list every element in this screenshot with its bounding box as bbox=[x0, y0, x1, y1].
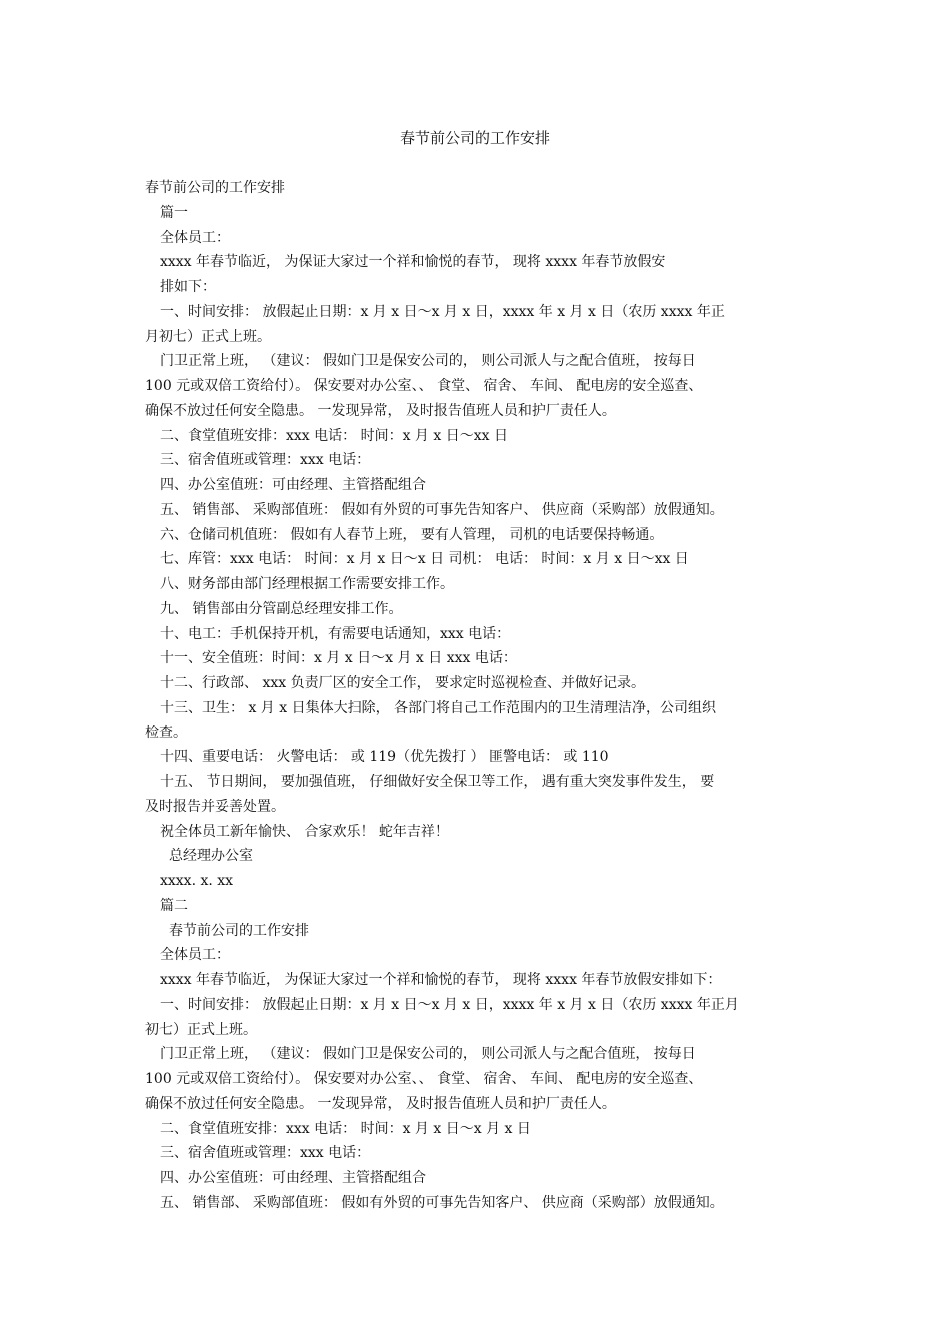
text-line: 确保不放过任何安全隐患。 一发现异常， 及时报告值班人员和护厂责任人。 bbox=[145, 402, 616, 419]
document-body bbox=[145, 176, 817, 1216]
text-line: 初七）正式上班。 bbox=[145, 1021, 257, 1038]
text-line: 七、库管：xxx 电话： 时间：x 月 x 日～x 日 司机： 电话： 时间：x 月 x 日～xx 日 bbox=[160, 551, 689, 568]
text-line: xxxx 年春节临近， 为保证大家过一个祥和愉悦的春节， 现将 xxxx 年春节放假安排如下： bbox=[160, 972, 722, 988]
text-line: 四、办公室值班：可由经理、主管搭配组合 bbox=[160, 1170, 426, 1186]
text-line: xxxx 年春节临近， 为保证大家过一个祥和愉悦的春节， 现将 xxxx 年春节放假安 bbox=[160, 254, 666, 271]
text-line: 春节前公司的工作安排 bbox=[169, 922, 309, 939]
text-line: 篇一 bbox=[160, 204, 188, 221]
text-line: 100 元或双倍工资给付）。 保安要对办公室、、 食堂、 宿舍、 车间、 配电房的安全巡查、 bbox=[145, 1071, 703, 1087]
text-line: 门卫正常上班， （建议： 假如门卫是保安公司的， 则公司派人与之配合值班， 按每日 bbox=[160, 353, 696, 370]
text-line: 十三、卫生： x 月 x 日集体大扫除， 各部门将自己工作范围内的卫生清理洁净，公司组织 bbox=[160, 699, 717, 716]
text-line: 及时报告并妥善处置。 bbox=[145, 798, 285, 815]
text-line: 春节前公司的工作安排 bbox=[145, 180, 285, 196]
text-line: 一、时间安排： 放假起止日期：x 月 x 日～x 月 x 日，xxxx 年 x 月 x 日（农历 xxxx 年正 bbox=[160, 303, 725, 320]
text-line: 全体员工： bbox=[160, 229, 230, 246]
text-line: 六、仓储司机值班： 假如有人春节上班， 要有人管理， 司机的电话要保持畅通。 bbox=[160, 526, 664, 543]
text-line: 排如下： bbox=[160, 279, 216, 295]
page-title: 春节前公司的工作安排 bbox=[399, 129, 550, 147]
text-line: 四、办公室值班：可由经理、主管搭配组合 bbox=[160, 477, 426, 493]
text-line: 十一、安全值班：时间：x 月 x 日～x 月 x 日 xxx 电话： bbox=[160, 650, 517, 667]
text-line: 一、时间安排： 放假起止日期：x 月 x 日～x 月 x 日，xxxx 年 x 月 x 日（农历 xxxx 年正月 bbox=[160, 996, 739, 1013]
text-line: 十四、重要电话： 火警电话： 或 119（优先拨打 ） 匪警电话： 或 110 bbox=[160, 749, 609, 766]
text-line: xxxx. x. xx bbox=[160, 873, 234, 889]
text-line: 三、宿舍值班或管理：xxx 电话： bbox=[160, 1145, 371, 1162]
text-line: 月初七）正式上班。 bbox=[145, 328, 271, 345]
text-line: 十五、 节日期间， 要加强值班， 仔细做好安全保卫等工作， 遇有重大突发事件发生， 要 bbox=[160, 774, 715, 790]
text-line: 检查。 bbox=[145, 724, 187, 741]
text-line: 祝全体员工新年愉快、 合家欢乐！ 蛇年吉祥！ bbox=[160, 823, 449, 840]
text-line: 全体员工： bbox=[160, 947, 230, 964]
text-line: 100 元或双倍工资给付）。 保安要对办公室、、 食堂、 宿舍、 车间、 配电房的安全巡查、 bbox=[145, 378, 703, 394]
text-line: 确保不放过任何安全隐患。 一发现异常， 及时报告值班人员和护厂责任人。 bbox=[145, 1095, 616, 1112]
text-line: 门卫正常上班， （建议： 假如门卫是保安公司的， 则公司派人与之配合值班， 按每日 bbox=[160, 1046, 696, 1063]
text-line: 十、电工：手机保持开机，有需要电话通知，xxx 电话： bbox=[160, 625, 511, 642]
text-line: 篇二 bbox=[160, 897, 188, 914]
text-line: 八、财务部由部门经理根据工作需要安排工作。 bbox=[160, 576, 454, 592]
text-line: 总经理办公室 bbox=[169, 848, 253, 865]
text-line: 九、 销售部由分管副总经理安排工作。 bbox=[160, 600, 403, 617]
text-line: 二、食堂值班安排：xxx 电话： 时间：x 月 x 日～xx 日 bbox=[160, 427, 508, 444]
text-line: 五、 销售部、 采购部值班： 假如有外贸的可事先告知客户、 供应商（采购部）放假通知。 bbox=[160, 501, 724, 518]
text-line: 三、宿舍值班或管理：xxx 电话： bbox=[160, 452, 371, 469]
text-line: 五、 销售部、 采购部值班： 假如有外贸的可事先告知客户、 供应商（采购部）放假通知。 bbox=[160, 1194, 724, 1211]
text-line: 二、食堂值班安排：xxx 电话： 时间：x 月 x 日～x 月 x 日 bbox=[160, 1120, 531, 1137]
text-line: 十二、行政部、 xxx 负责厂区的安全工作， 要求定时巡视检查、并做好记录。 bbox=[160, 675, 646, 691]
